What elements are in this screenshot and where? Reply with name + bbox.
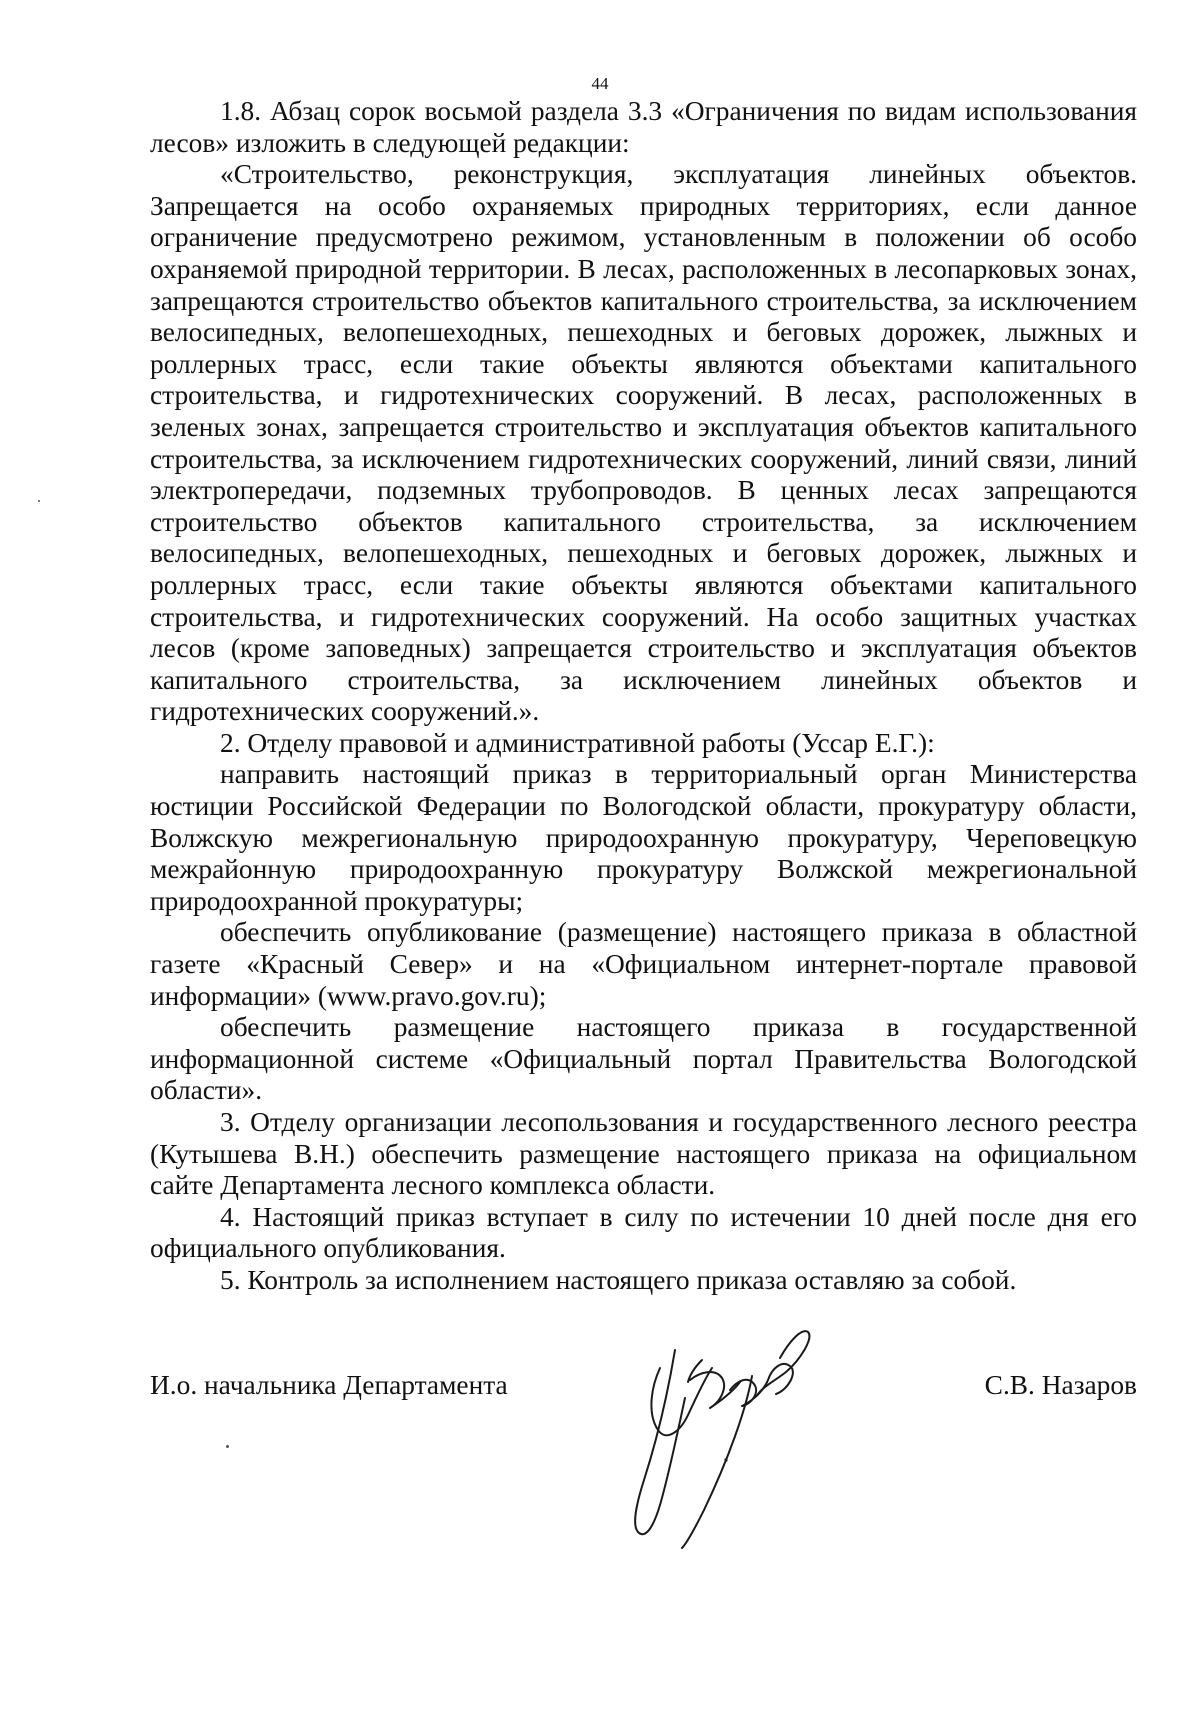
paragraph-2-item-2: обеспечить опубликование (размещение) настоящего приказа в областной газете «Красный Север» и на «Официальном интернет-портале правовой информации» (www.pravo.gov.ru); [150, 917, 1137, 1011]
signatory-name: С.В. Назаров [984, 1370, 1137, 1400]
paragraph-5: 5. Контроль за исполнением настоящего приказа оставляю за собой. [220, 1264, 1017, 1295]
paragraph-2-item-1: направить настоящий приказ в территориальный орган Министерства юстиции Российской Федерации по Вологодской области, прокуратуру области, Волжскую межрегиональную природоохранную прокуратуру, Череповецкую межрайонную природоохранную прокуратуру Волжской межрегиональной природоохранной прокуратуры; [150, 759, 1137, 916]
paragraph-quoted-text: «Строительство, реконструкция, эксплуатация линейных объектов. Запрещается на особо охраняемых природных территориях, если данное ограничение предусмотрено режимом, установленным в положении об особо охраняемой природной территории. В лесах, расположенных в лесопарковых зонах, запрещаются строительство объектов капитального строительства, за исключением велосипедных, велопешеходных, пешеходных и беговых дорожек, лыжных и роллерных трасс, если такие объекты являются объектами капитального строительства, и гидротехнических сооружений. В лесах, расположенных в зеленых зонах, запрещается строительство и эксплуатация объектов капитального строительства, за исключением гидротехнических сооружений, линий связи, линий электропередачи, подземных трубопроводов. В ценных лесах запрещаются строительство объектов капитального строительства, за исключением велосипедных, велопешеходных, пешеходных и беговых дорожек, лыжных и роллерных трасс, если такие объекты являются объектами капитального строительства, и гидротехнических сооружений. На особо защитных участках лесов (кроме заповедных) запрещается строительство и эксплуатация объектов капитального строительства, за исключением линейных объектов и гидротехнических сооружений.». [150, 159, 1137, 727]
page-number: 44 [591, 74, 609, 93]
handwritten-signature [630, 1320, 830, 1550]
paragraph-2: 2. Отделу правовой и административной работы (Уссар Е.Г.): [220, 727, 935, 758]
scan-speck [38, 500, 40, 502]
scan-speck [226, 1445, 229, 1448]
paragraph-2-item-3: обеспечить размещение настоящего приказа в государственной информационной системе «Официальный портал Правительства Вологодской области». [150, 1012, 1137, 1106]
paragraph-3: 3. Отделу организации лесопользования и государственного лесного реестра (Кутышева В.Н.) обеспечить размещение настоящего приказа на официальном сайте Департамента лесного комплекса области. [150, 1107, 1137, 1201]
paragraph-4: 4. Настоящий приказ вступает в силу по истечении 10 дней после дня его официального опубликования. [150, 1201, 1137, 1264]
signatory-position: И.о. начальника Департамента [150, 1370, 508, 1400]
paragraph-1-8: 1.8. Абзац сорок восьмой раздела 3.3 «Ограничения по видам использования лесов» изложить в следующей редакции: [150, 96, 1137, 158]
document-body [150, 96, 1137, 1297]
